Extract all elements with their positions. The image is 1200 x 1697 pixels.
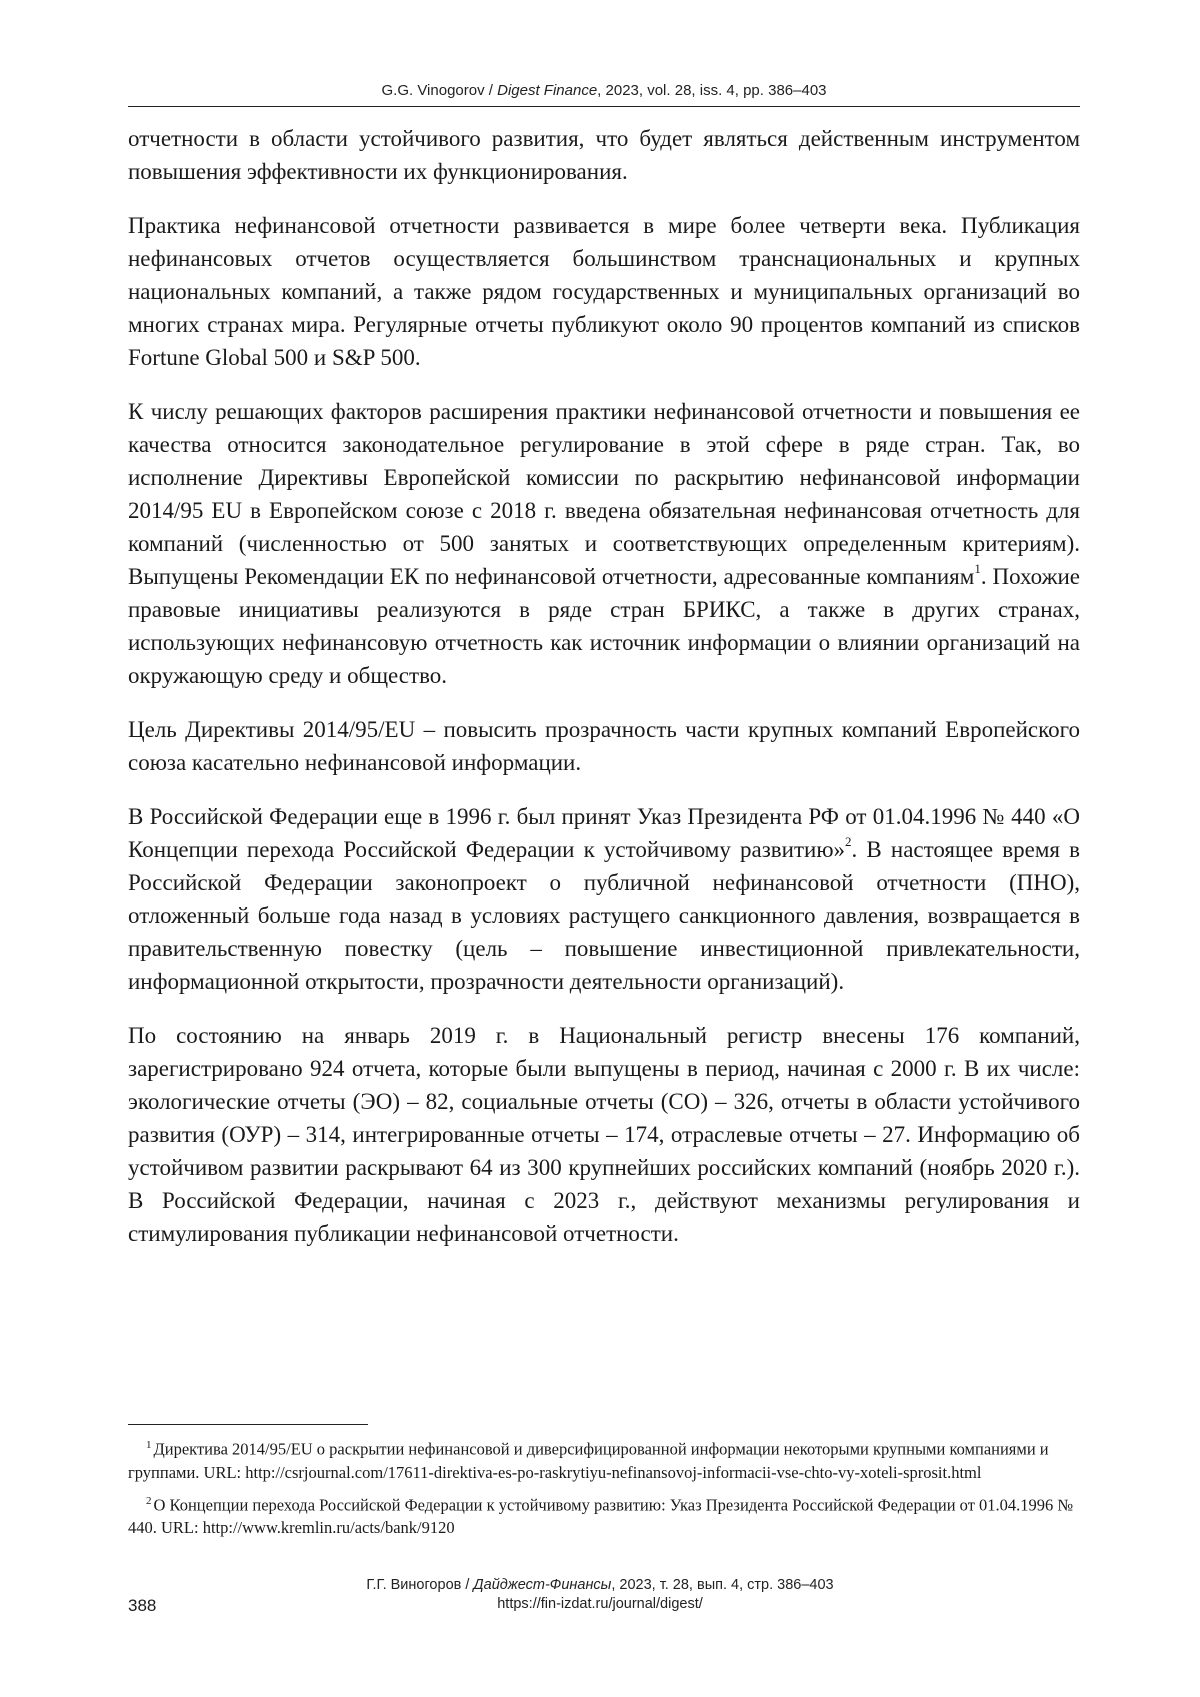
footnote-text: Директива 2014/95/EU о раскрытии нефинансовой и диверсифицированной информации некоторыми крупными компаниями и группами. URL: http://csrjournal.com/17611-direktiva-es-po-raskrytiyu-nefinansovoj-informacii-vse-chto-vy-xoteli-sprosit.html (128, 1439, 1049, 1482)
page-footer (350, 1576, 850, 1614)
footnote-text: О Концепции перехода Российской Федерации к устойчивому развитию: Указ Президента Российской Федерации от 01.04.1996 № 440. URL: http://www.kremlin.ru/acts/bank/9120 (128, 1495, 1074, 1537)
running-head (128, 82, 1080, 99)
paragraph: Практика нефинансовой отчетности развивается в мире более четверти века. Публикация нефинансовых отчетов осуществляется большинством транснациональных и крупных национальных компаний, а также рядом государственных и муниципальных организаций во многих странах мира. Регулярные отчеты публикуют около 90 процентов компаний из списков Fortune Global 500 и S&P 500. (128, 213, 1080, 370)
paragraph: По состоянию на январь 2019 г. в Национальный регистр внесены 176 компаний, зарегистрировано 924 отчета, которые были выпущены в период, начиная с 2000 г. В их числе: экологические отчеты (ЭО) – 82, социальные отчеты (СО) – 326, отчеты в области устойчивого развития (ОУР) – 314, интегрированные отчеты – 174, отраслевые отчеты – 27. Информацию об устойчивом развитии раскрывают 64 из 300 крупнейших российских компаний (ноябрь 2020 г.). В Российской Федерации, начиная с 2023 г., действуют механизмы регулирования и стимулирования публикации нефинансовой отчетности. (128, 1023, 1080, 1246)
header-journal: Digest Finance (497, 82, 598, 99)
footnote (128, 1434, 1080, 1484)
footnote-ref[interactable]: 2 (845, 834, 852, 850)
paragraph: В Российской Федерации еще в 1996 г. был принят Указ Президента РФ от 01.04.1996 № 440 «О Концепции перехода Российской Федерации к устойчивому развитию»$^2$. В настоящее время в Российской Федерации законопроект о публичной нефинансовой отчетности (ПНО), отложенный больше года назад в условиях растущего санкционного давления, возвращается в правительственную повестку (цель – повышение инвестиционной привлекательности, информационной открытости, прозрачности деятельности организаций). (128, 804, 1080, 994)
main-text (128, 122, 1080, 1271)
footnote-number: 1 (146, 1439, 152, 1451)
paragraph: Цель Директивы 2014/95/EU – повысить прозрачность части крупных компаний Европейского союза касательно нефинансовой информации. (128, 717, 1080, 775)
footnote (128, 1490, 1080, 1540)
footnotes (128, 1434, 1080, 1545)
page-number: 388 (128, 1596, 157, 1615)
footer-citation: Г.Г. Виногоров / Дайджест-Финансы, 2023, т. 28, вып. 4, стр. 386–403 (366, 1577, 834, 1593)
paragraph: К числу решающих факторов расширения практики нефинансовой отчетности и повышения ее качества относится законодательное регулирование в этой сфере в ряде стран. Так, во исполнение Директивы Европейской комиссии по раскрытию нефинансовой информации 2014/95 EU в Европейском союзе с 2018 г. введена обязательная нефинансовая отчетность для компаний (численностью от 500 занятых и соответствующих определенным критериям). Выпущены Рекомендации ЕК по нефинансовой отчетности, адресованные компаниям$^1$. Похожие правовые инициативы реализуются в ряде стран БРИКС, а также в других странах, использующих нефинансовую отчетность как источник информации о влиянии организаций на окружающую среду и общество. (128, 399, 1081, 688)
footer-url[interactable]: https://fin-izdat.ru/journal/digest/ (497, 1596, 703, 1612)
header-author: G.G. Vinogorov / (381, 82, 498, 99)
header-citation: , 2023, vol. 28, iss. 4, pp. 386–403 (597, 82, 827, 99)
footnote-ref[interactable]: 1 (974, 561, 981, 577)
footnote-number: 2 (146, 1494, 152, 1507)
header-divider (128, 106, 1080, 107)
paragraph: отчетности в области устойчивого развития, что будет являться действенным инструментом повышения эффективности их функционирования. (128, 126, 1080, 184)
footnote-divider (128, 1424, 368, 1425)
